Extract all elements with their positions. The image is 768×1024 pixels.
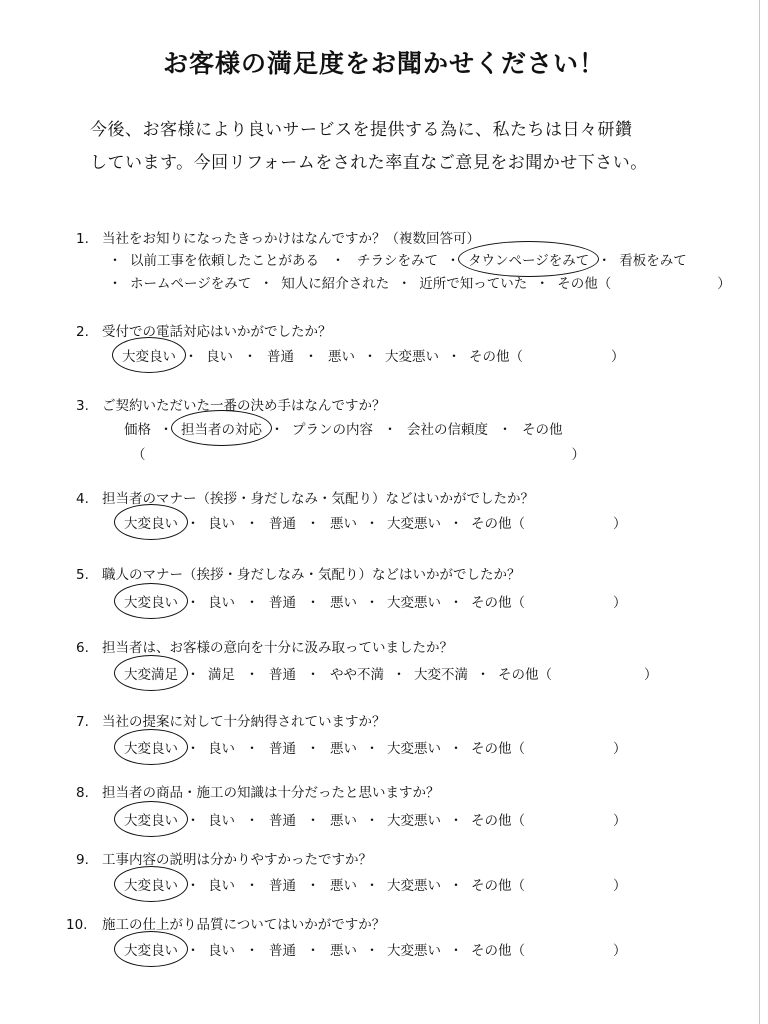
other-open-paren: （ bbox=[132, 447, 146, 463]
option-very-good-circled[interactable]: 大変良い bbox=[122, 737, 180, 757]
option-very-bad[interactable]: 大変悪い bbox=[387, 813, 441, 829]
option-other[interactable]: その他（ bbox=[471, 516, 525, 532]
option-very-good-circled[interactable]: 大変良い bbox=[122, 809, 180, 829]
intro-line-2: しています。今回リフォームをされた率直なご意見をお聞かせ下さい。 bbox=[90, 153, 648, 173]
option-bad[interactable]: 悪い bbox=[328, 349, 355, 365]
question-text: 担当者の商品・施工の知識は十分だったと思いますか？ bbox=[102, 785, 440, 801]
question-number: 10. bbox=[66, 917, 88, 933]
other-close-paren: ） bbox=[613, 516, 627, 532]
option-townpage-circled[interactable]: タウンページをみて bbox=[466, 249, 591, 269]
question-text: 担当者は、お客様の意向を十分に汲み取っていましたか？ bbox=[102, 640, 453, 656]
q3-options: 価格 ・ 担当者の対応 ・ プランの内容 ・ 会社の信頼度 ・ その他 bbox=[122, 417, 565, 439]
option-average[interactable]: 普通 bbox=[269, 741, 296, 757]
option-other[interactable]: その他（ bbox=[498, 667, 552, 683]
option-other[interactable]: その他（ bbox=[471, 813, 525, 829]
option-very-bad[interactable]: 大変悪い bbox=[387, 943, 441, 959]
option-very-bad[interactable]: 大変悪い bbox=[387, 516, 441, 532]
option-good[interactable]: 良い bbox=[208, 813, 235, 829]
q4-options: 大変良い ・ 良い ・ 普通 ・ 悪い ・ 大変悪い ・ その他（ ） bbox=[122, 511, 627, 533]
question-5 bbox=[76, 563, 521, 583]
question-number: 9. bbox=[76, 852, 89, 868]
option-other[interactable]: その他（ bbox=[557, 276, 612, 292]
option-good[interactable]: 良い bbox=[208, 878, 235, 894]
question-1 bbox=[76, 227, 480, 247]
other-close-paren: ） bbox=[644, 667, 658, 683]
question-number: 3. bbox=[76, 398, 89, 414]
question-text: 受付での電話対応はいかがでしたか？ bbox=[102, 324, 332, 340]
question-text: 当社をお知りになったきっかけはなんですか？（複数回答可） bbox=[102, 231, 480, 247]
option-other[interactable]: その他（ bbox=[469, 349, 523, 365]
option-good[interactable]: 良い bbox=[208, 943, 235, 959]
option-very-good-circled[interactable]: 大変良い bbox=[122, 939, 180, 959]
other-close-paren: ） bbox=[571, 447, 585, 463]
question-number: 2. bbox=[76, 324, 89, 340]
option-bad[interactable]: 悪い bbox=[330, 943, 357, 959]
option-very-good-circled[interactable]: 大変良い bbox=[120, 345, 178, 365]
question-7 bbox=[76, 710, 386, 730]
option-bad[interactable]: 悪い bbox=[330, 516, 357, 532]
q7-options: 大変良い ・ 良い ・ 普通 ・ 悪い ・ 大変悪い ・ その他（ ） bbox=[122, 736, 627, 758]
q5-options: 大変良い ・ 良い ・ 普通 ・ 悪い ・ 大変悪い ・ その他（ ） bbox=[122, 590, 627, 612]
question-number: 8. bbox=[76, 785, 89, 801]
q1-options-row-2: ・ ホームページをみて ・ 知人に紹介された ・ 近所で知っていた ・ その他（ ） bbox=[102, 271, 731, 293]
other-close-paren: ） bbox=[613, 741, 627, 757]
q10-options: 大変良い ・ 良い ・ 普通 ・ 悪い ・ 大変悪い ・ その他（ ） bbox=[122, 938, 627, 960]
other-close-paren: ） bbox=[613, 813, 627, 829]
q1-options-row-1: ・ 以前工事を依頼したことがある ・ チラシをみて ・ タウンページをみて ・ 看板をみて bbox=[102, 248, 689, 270]
q3-other-parens bbox=[132, 442, 585, 464]
q2-options: 大変良い ・ 良い ・ 普通 ・ 悪い ・ 大変悪い ・ その他（ ） bbox=[120, 344, 625, 366]
q8-options: 大変良い ・ 良い ・ 普通 ・ 悪い ・ 大変悪い ・ その他（ ） bbox=[122, 808, 627, 830]
q9-options: 大変良い ・ 良い ・ 普通 ・ 悪い ・ 大変悪い ・ その他（ ） bbox=[122, 873, 627, 895]
other-close-paren: ） bbox=[613, 595, 627, 611]
question-text: 工事内容の説明は分かりやすかったですか？ bbox=[102, 852, 372, 868]
option-signboard[interactable]: 看板をみて bbox=[619, 253, 687, 269]
question-number: 6. bbox=[76, 640, 89, 656]
question-number: 1. bbox=[76, 231, 89, 247]
question-10 bbox=[66, 913, 385, 933]
option-plan-content[interactable]: プランの内容 bbox=[292, 422, 373, 438]
q6-options: 大変満足 ・ 満足 ・ 普通 ・ やや不満 ・ 大変不満 ・ その他（ ） bbox=[122, 662, 658, 684]
option-very-bad[interactable]: 大変悪い bbox=[387, 741, 441, 757]
other-close-paren: ） bbox=[613, 878, 627, 894]
question-text: 職人のマナー（挨拶・身だしなみ・気配り）などはいかがでしたか？ bbox=[102, 567, 521, 583]
scan-edge-line bbox=[759, 0, 760, 1024]
option-average[interactable]: 普通 bbox=[269, 813, 296, 829]
option-other[interactable]: その他（ bbox=[471, 595, 525, 611]
option-neighborhood[interactable]: 近所で知っていた bbox=[419, 276, 528, 292]
question-6 bbox=[76, 636, 453, 656]
option-average[interactable]: 普通 bbox=[269, 516, 296, 532]
question-2 bbox=[76, 320, 332, 340]
option-average[interactable]: 普通 bbox=[269, 595, 296, 611]
option-bad[interactable]: 悪い bbox=[330, 813, 357, 829]
option-somewhat-dissatisfied[interactable]: やや不満 bbox=[330, 667, 384, 683]
option-average[interactable]: 普通 bbox=[269, 667, 296, 683]
option-very-good-circled[interactable]: 大変良い bbox=[122, 874, 180, 894]
option-other[interactable]: その他（ bbox=[471, 878, 525, 894]
question-text: 担当者のマナー（挨拶・身だしなみ・気配り）などはいかがでしたか？ bbox=[102, 491, 534, 507]
option-very-good-circled[interactable]: 大変良い bbox=[122, 512, 180, 532]
question-text: 施工の仕上がり品質についてはいかがですか？ bbox=[102, 917, 386, 933]
other-close-paren: ） bbox=[717, 276, 731, 292]
question-number: 4. bbox=[76, 491, 89, 507]
option-other[interactable]: その他（ bbox=[471, 943, 525, 959]
question-9 bbox=[76, 848, 372, 868]
option-other[interactable]: その他 bbox=[522, 422, 563, 438]
option-very-good-circled[interactable]: 大変良い bbox=[122, 591, 180, 611]
option-referral[interactable]: 知人に紹介された bbox=[281, 276, 390, 292]
intro-line-1: 今後、お客様により良いサービスを提供する為に、私たちは日々研鑽 bbox=[90, 120, 633, 140]
option-good[interactable]: 良い bbox=[208, 595, 235, 611]
option-average[interactable]: 普通 bbox=[269, 878, 296, 894]
option-very-dissatisfied[interactable]: 大変不満 bbox=[414, 667, 468, 683]
other-close-paren: ） bbox=[613, 943, 627, 959]
other-close-paren: ） bbox=[611, 349, 625, 365]
option-previous-work[interactable]: 以前工事を依頼したことがある bbox=[130, 253, 319, 269]
option-very-bad[interactable]: 大変悪い bbox=[387, 878, 441, 894]
option-average[interactable]: 普通 bbox=[269, 943, 296, 959]
question-text: ご契約いただいた一番の決め手はなんですか？ bbox=[102, 398, 386, 414]
option-good[interactable]: 良い bbox=[206, 349, 233, 365]
question-text: 当社の提案に対して十分納得されていますか？ bbox=[102, 714, 386, 730]
question-8 bbox=[76, 781, 440, 801]
question-number: 7. bbox=[76, 714, 89, 730]
option-price[interactable]: 価格 bbox=[124, 422, 151, 438]
option-very-bad[interactable]: 大変悪い bbox=[387, 595, 441, 611]
option-homepage[interactable]: ホームページをみて bbox=[130, 276, 252, 292]
option-bad[interactable]: 悪い bbox=[330, 595, 357, 611]
option-good[interactable]: 良い bbox=[208, 741, 235, 757]
option-very-satisfied-circled[interactable]: 大変満足 bbox=[122, 663, 180, 683]
option-staff-response-circled[interactable]: 担当者の対応 bbox=[179, 418, 264, 438]
option-good[interactable]: 良い bbox=[208, 516, 235, 532]
option-bad[interactable]: 悪い bbox=[330, 878, 357, 894]
option-satisfied[interactable]: 満足 bbox=[208, 667, 235, 683]
question-number: 5. bbox=[76, 567, 89, 583]
option-company-trust[interactable]: 会社の信頼度 bbox=[407, 422, 488, 438]
page-title: お客様の満足度をお聞かせください！ bbox=[162, 49, 605, 78]
option-flyer[interactable]: チラシをみて bbox=[357, 253, 438, 269]
option-average[interactable]: 普通 bbox=[267, 349, 294, 365]
option-other[interactable]: その他（ bbox=[471, 741, 525, 757]
option-bad[interactable]: 悪い bbox=[330, 741, 357, 757]
option-very-bad[interactable]: 大変悪い bbox=[385, 349, 439, 365]
